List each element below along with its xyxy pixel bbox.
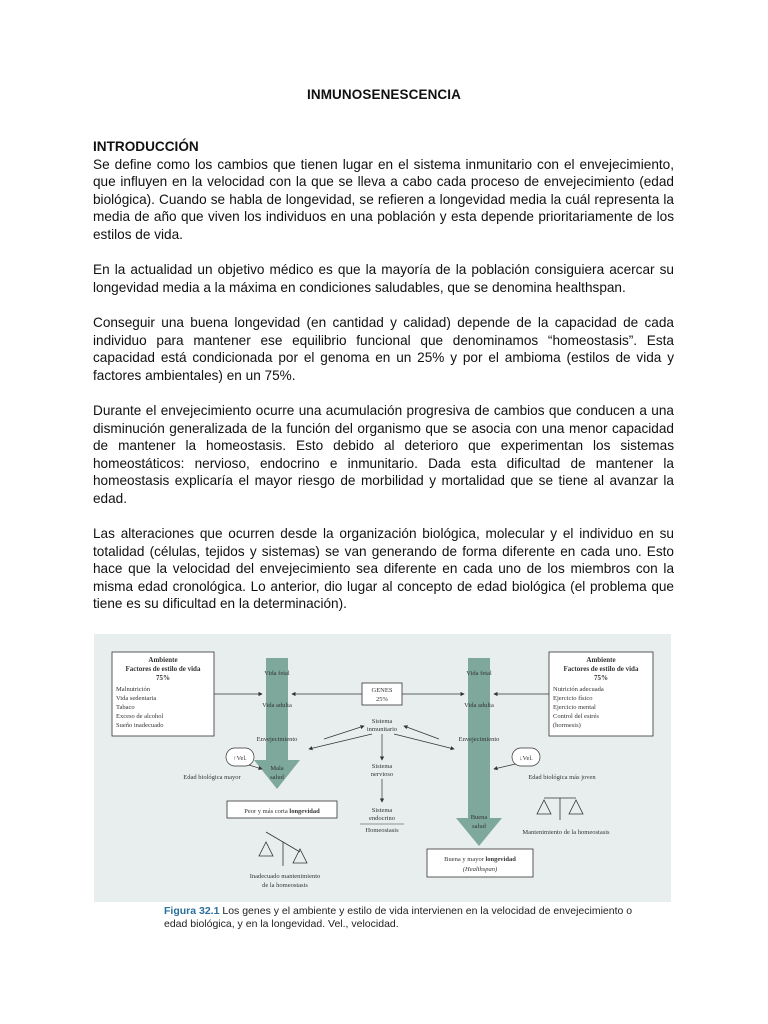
document-body (93, 138, 674, 631)
svg-text:Exceso de alcohol: Exceso de alcohol (116, 713, 164, 720)
svg-text:Factores de estilo de vida: Factores de estilo de vida (125, 665, 201, 673)
paragraph-4: Durante el envejecimiento ocurre una acumulación progresiva de cambios que conducen a una disminución generalizada de la función del organismo que se asocia con una menor capacidad de mantener la homeostasis. Esto debido al deterioro que experimentan los sistemas homeostáticos: nervioso, endocrino e inmunitario. Dada esta dificultad de mantener la homeostasis explicaría el mayor riesgo de morbilidad y mortalidad que se tiene al avanzar la edad. (93, 402, 674, 506)
figure-32-1 (94, 634, 671, 934)
right-edad-biologica: Edad biológica más joven (528, 774, 596, 781)
svg-text:↓Vel.: ↓Vel. (519, 755, 533, 762)
svg-text:Ambiente: Ambiente (586, 656, 616, 664)
svg-text:(Healthspan): (Healthspan) (462, 866, 498, 873)
left-edad-biologica: Edad biológica mayor (183, 774, 241, 781)
svg-text:Control del estrés: Control del estrés (553, 713, 599, 720)
paragraph-5: Las alteraciones que ocurren desde la organización biológica, molecular y el individuo en su totalidad (células, tejidos y sistemas) se van generando de forma diferente en cada uno. Esto hace que la velocidad del envejecimiento sea diferente en cada uno de los miembros con la misma edad cronológica. Lo anterior, dio lugar al concepto de edad biológica (el problema que tiene es su dificultad en la determinación). (93, 526, 674, 612)
right-vida-fetal: Vida fetal (466, 670, 492, 677)
figure-caption-text: Los genes y el ambiente y estilo de vida intervienen en la velocidad de envejecimiento o edad biológica, y en la longevidad. Vel., velocidad. (164, 905, 633, 930)
svg-text:↑Vel.: ↑Vel. (233, 755, 247, 762)
left-balance-label-2: de la homeostasis (262, 882, 308, 889)
figure-caption-label: Figura 32.1 (164, 905, 220, 917)
figure-caption (164, 905, 644, 931)
left-vida-fetal: Vida fetal (264, 670, 290, 677)
center-inmunitario-2: inmunitario (366, 726, 398, 733)
center-inmunitario-1: Sistema (371, 718, 393, 725)
left-envejecimiento: Envejecimiento (256, 736, 298, 743)
svg-text:25%: 25% (376, 696, 388, 703)
paragraph-3: Conseguir una buena longevidad (en cantidad y calidad) depende de la capacidad de cada individuo para mantener ese equilibrio funcional que denominamos “homeostasis”. Esta capacidad está condicionada por el genoma en un 25% y por el ambioma (estilos de vida y factores ambientales) en un 75%. (93, 314, 674, 383)
section-heading: INTRODUCCIÓN (93, 139, 199, 154)
right-environment-box (549, 652, 653, 736)
paragraph-1: Se define como los cambios que tienen lugar en el sistema inmunitario con el envejecimiento, que influyen en la velocidad con la que se lleva a cabo cada proceso de envejecimiento (edad biológica). Cuando se habla de longevidad, se refieren a longevidad media la cuál representa la media de año que viven los individuos en una población y esta depende prioritariamente de los estilos de vida. (93, 156, 674, 242)
left-speed-badge (226, 748, 254, 766)
svg-text:Factores de estilo de vida: Factores de estilo de vida (563, 665, 639, 673)
right-speed-badge (512, 748, 540, 766)
right-outcome-2: salud (472, 823, 486, 830)
svg-text:Malnutrición: Malnutrición (116, 686, 150, 693)
left-outcome-2: salud (270, 774, 284, 781)
figure-diagram (94, 634, 671, 934)
svg-text:Vida sedentaria: Vida sedentaria (116, 695, 157, 702)
document-title: INMUNOSENESCENCIA (307, 87, 461, 102)
svg-text:Ambiente: Ambiente (148, 656, 178, 664)
svg-text:Sueño inadecuado: Sueño inadecuado (116, 722, 164, 729)
svg-text:Ejercicio físico: Ejercicio físico (553, 695, 593, 702)
right-envejecimiento: Envejecimiento (458, 736, 500, 743)
svg-text:Nutrición adecuada: Nutrición adecuada (553, 686, 604, 693)
right-vida-adulta: Vida adulta (464, 702, 494, 709)
svg-text:GENES: GENES (371, 687, 393, 694)
right-result-box (427, 849, 533, 877)
left-outcome-1: Mala (270, 765, 284, 772)
left-vida-adulta: Vida adulta (262, 702, 292, 709)
center-endocrino-2: endocrino (369, 815, 395, 822)
genes-box (362, 683, 402, 705)
right-balance-label: Mantenimiento de la homeostasis (522, 829, 610, 836)
svg-text:Peor y más corta longevidad: Peor y más corta longevidad (244, 808, 320, 815)
center-homeostasis: Homeostasis (365, 827, 399, 834)
svg-text:Tabaco: Tabaco (116, 704, 135, 711)
center-nervioso-1: Sistema (371, 763, 393, 770)
svg-text:75%: 75% (594, 674, 608, 682)
svg-text:Buena y mayor longevidad: Buena y mayor longevidad (444, 856, 516, 863)
right-outcome-1: Buena (470, 814, 488, 821)
center-endocrino-1: Sistema (371, 807, 393, 814)
svg-text:75%: 75% (156, 674, 170, 682)
left-balance-label-1: Inadecuado mantenimiento (249, 873, 321, 880)
paragraph-2: En la actualidad un objetivo médico es que la mayoría de la población consiguiera acercar su longevidad media a la máxima en condiciones saludables, que se denomina healthspan. (93, 262, 674, 295)
left-environment-box (112, 652, 214, 736)
left-result-box (227, 801, 337, 818)
svg-text:(hormesis): (hormesis) (553, 722, 581, 729)
center-nervioso-2: nervioso (370, 771, 394, 778)
svg-text:Ejercicio mental: Ejercicio mental (553, 704, 596, 711)
